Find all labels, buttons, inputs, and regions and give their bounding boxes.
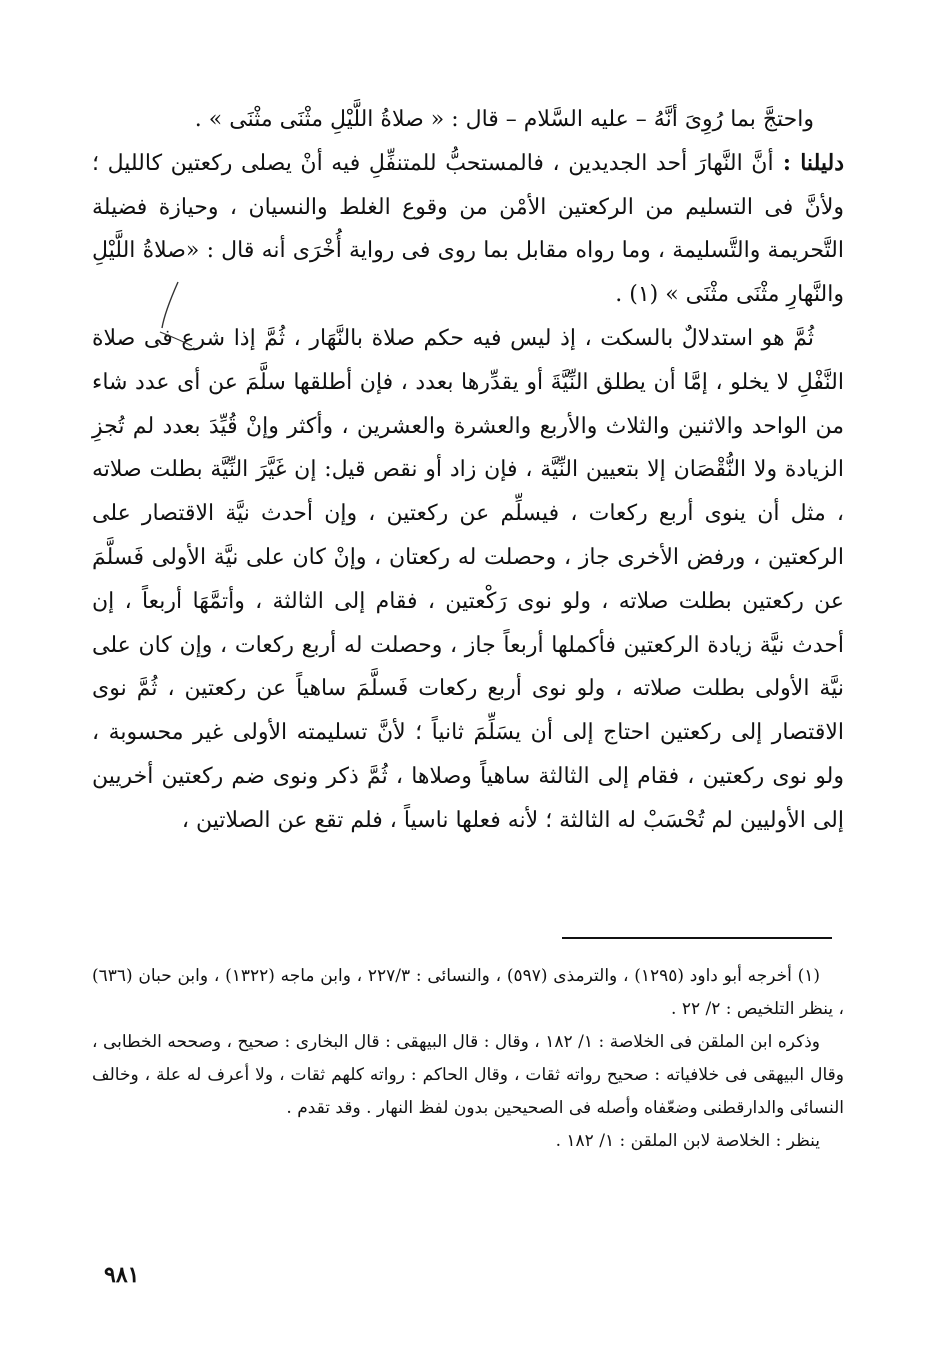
paragraph-3 [92, 317, 844, 843]
footnote-3: ينظر : الخلاصة لابن الملقن : ١/ ١٨٢ . [555, 1131, 820, 1151]
paragraph-1-text: واحتجَّ بما رُوِىَ أنَّهُ – عليه السَّلام – قال : « صلاةُ اللَّيْلِ مثْنَى مثْنَى » . [194, 107, 814, 132]
paragraph-2 [92, 142, 844, 317]
paragraph-1 [92, 98, 844, 142]
footnote-1: (١) أخرجه أبو داود (١٢٩٥) ، والترمذى (٥٩٧) ، والنسائى : ٢٢٧/٣ ، وابن ماجه (١٣٢٢) ، وابن حبان (٦٣٦) ، ينظر التلخيص : ٢/ ٢٢ . [92, 966, 844, 1019]
paragraph-2-text: أنَّ النَّهارَ أحد الجديدين ، فالمستحبُّ للمتنفِّلِ فيه أنْ يصلى ركعتين كالليل ؛ ولأنَّ فى التسليم من الركعتين الأمْن من وقوع الغلط والنسيان ، وحيازة فضيلة التَّحريمة والتَّسليمة ، وما رواه مقابل بما روى فى رواية أُخْرَى أنه قال : «صلاةُ اللَّيْلِ والنَّهارِ مثْنَى مثْنَى » (١) . [92, 150, 844, 308]
footnote-divider [562, 937, 832, 939]
margin-pen-mark [150, 280, 196, 350]
footnotes [92, 960, 844, 1158]
paragraph-2-lead: دليلنا : [773, 149, 844, 176]
main-text [92, 98, 844, 843]
paragraph-3-text: ثُمَّ هو استدلالٌ بالسكت ، إذ ليس فيه حكم صلاة بالنَّهَار ، ثُمَّ إذا شرع فى صلاة النَّفْلِ لا يخلو ، إمَّا أن يطلق النِّيَّةَ أو يقدِّرها بعدد ، فإن أطلقها سلَّمَ عن أى عدد شاء من الواحد والاثنين والثلاث والأربع والعشرة والعشرين ، وأكثر وإنْ قُيِّدَ بعدد لم تُجزِ الزيادة ولا النُّقْصَان إلا بتعيين النِّيَّة ، فإن زاد أو نقص قيل: إن غَيَّرَ النِّيَّة بطلت صلاته ، مثل أن ينوى أربع ركعات ، فيسلِّم عن ركعتين ، وإن أحدث نيَّة الاقتصار على الركعتين ، ورفض الأخرى جاز ، وحصلت له ركعتان ، وإنْ كان على نيَّة الأولى فَسلَّمَ عن ركعتين بطلت صلاته ، ولو نوى رَكْعتين ، فقام إلى الثالثة ، وأتمَّهَا أربعاً ، إن أحدث نيَّة زيادة الركعتين فأكملها أربعاً جاز ، وحصلت له أربع ركعات ، وإن كان على نيَّة الأولى بطلت صلاته ، ولو نوى أربع ركعات فَسلَّمَ ساهياً عن ركعتين ، ثُمَّ نوى الاقتصار إلى ركعتين احتاج إلى أن يسَلِّمَ ثانياً ؛ لأنَّ تسليمته الأولى غير محسوبة ، ولو نوى ركعتين ، فقام إلى الثالثة ساهياً وصلاها ، ثُمَّ ذكر ونوى ضم ركعتين أخريين إلى الأوليين لم تُحْسَبْ له الثالثة ؛ لأنه فعلها ناسياً ، فلم تقع عن الصلاتين ، [92, 325, 844, 833]
footnote-2: وذكره ابن الملقن فى الخلاصة : ١/ ١٨٢ ، وقال : قال البيهقى : قال البخارى : صحيح ، وصححه الخطابى ، وقال البيهقى فى خلافياته : صحيح رواته ثقات ، وقال الحاكم : رواته كلهم ثقات ، ولا أعرف له علة ، وخالف النسائى والدارقطنى وضعّفاه وأصله فى الصحيحين بدون لفظ النهار . وقد تقدم . [92, 1032, 844, 1118]
page-number: ٩٨١ [104, 1262, 140, 1288]
